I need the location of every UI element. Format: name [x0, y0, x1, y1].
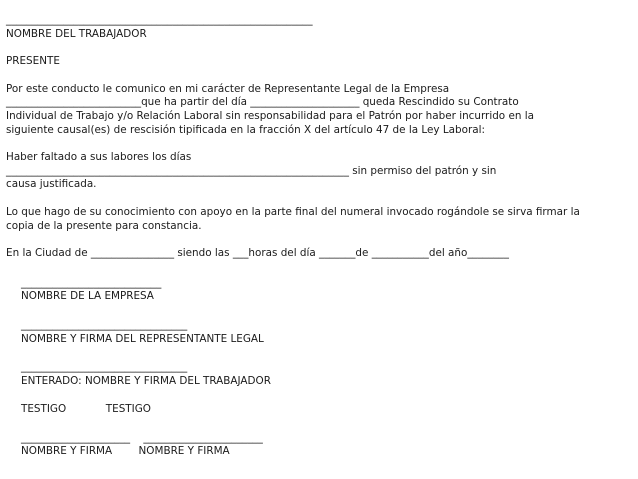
intro-line: Individual de Trabajo y/o Relación Laboral sin responsabilidad para el Patrón por haber incurrido en la — [6, 109, 535, 122]
witnesses-label: TESTIGO TESTIGO — [21, 403, 151, 416]
intro-line: Por este conducto le comunico en mi carácter de Representante Legal de la Empresa — [6, 82, 450, 95]
notice-line: Lo que hago de su conocimiento con apoyo en la parte final del numeral invocado rogándole se sirva firmar la — [6, 205, 580, 218]
intro-line: __________________________que ha partir del día _____________________ queda Rescindido su Contrato — [6, 96, 519, 109]
company-signature-line: ___________________________ — [21, 276, 162, 289]
notice-line: copia de la presente para constancia. — [6, 219, 202, 232]
worker-name-label: NOMBRE DEL TRABAJADOR — [6, 27, 147, 40]
representative-signature-line: ________________________________ — [21, 318, 188, 331]
witnesses-name-labels: NOMBRE Y FIRMA NOMBRE Y FIRMA — [21, 445, 230, 458]
worker-signature-line: ________________________________ — [21, 361, 188, 374]
document — [6, 14, 632, 459]
city-date-line: En la Ciudad de ________________ siendo las ___horas del día _______de ___________del año________ — [6, 247, 509, 260]
notice-paragraph — [6, 206, 632, 233]
representative-label: NOMBRE Y FIRMA DEL REPRESENTANTE LEGAL — [21, 332, 264, 345]
cause-paragraph — [6, 151, 632, 192]
presente-label: PRESENTE — [6, 55, 60, 68]
witnesses-signature-lines: _____________________ _______________________ — [21, 431, 263, 444]
company-name-label: NOMBRE DE LA EMPRESA — [21, 290, 154, 303]
intro-line: siguiente causal(es) de rescisión tipificada en la fracción X del artículo 47 de la Ley Laboral: — [6, 123, 485, 136]
worker-name-blank: ___________________________________________________________ — [6, 14, 313, 26]
signature-block — [6, 277, 632, 459]
cause-line: Haber faltado a sus labores los días — [6, 151, 192, 164]
cause-line: causa justificada. — [6, 178, 97, 191]
intro-paragraph — [6, 83, 632, 137]
worker-acknowledged-label: ENTERADO: NOMBRE Y FIRMA DEL TRABAJADOR — [21, 374, 271, 387]
cause-line: __________________________________________________________________ sin permiso del patrón y sin — [6, 164, 497, 177]
